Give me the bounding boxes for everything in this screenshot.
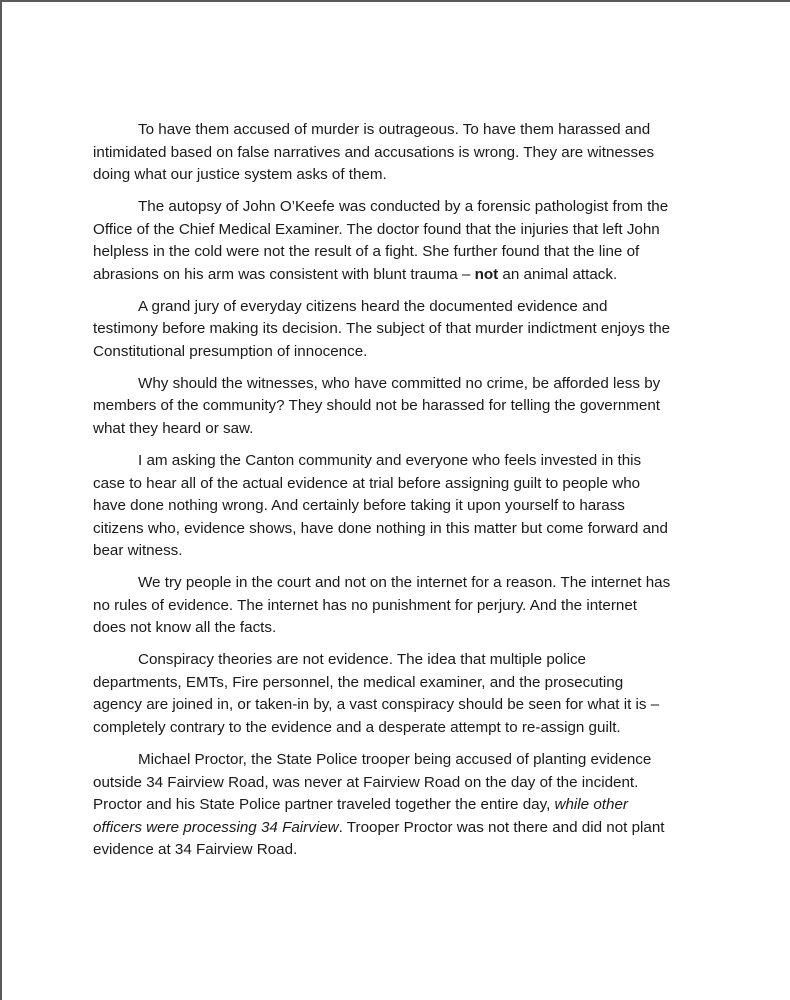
paragraph-text: We try people in the court and not on the internet for a reason. The internet has no rules of evidence. The internet has no punishment for perjury. And the internet does not know all the facts. — [93, 574, 671, 637]
paragraph-internet — [93, 572, 673, 640]
paragraph-text-end: . Trooper Proctor was not there and did not plant evidence at 34 Fairview Road. — [93, 818, 665, 859]
paragraph-text-end: an animal attack. — [498, 265, 618, 283]
paragraph-text: I am asking the Canton community and everyone who feels invested in this case to hear all of the actual evidence at trial before assigning guilt to people who have done nothing wrong. And certainly before taking it upon yourself to harass citizens who, evidence shows, have done nothing in this matter but come forward and bear witness. — [93, 451, 668, 560]
paragraph-canton-community — [93, 450, 673, 563]
paragraph-proctor — [93, 749, 673, 862]
paragraph-text: Why should the witnesses, who have committed no crime, be afforded less by members of the community? They should not be harassed for telling the government what they heard or saw. — [93, 374, 661, 438]
emphasis-not: not — [474, 265, 499, 283]
paragraph-grand-jury — [93, 296, 673, 364]
paragraph-witnesses — [93, 373, 673, 441]
paragraph-text: The autopsy of John O’Keefe was conducted by a forensic pathologist from the Office of the Chief Medical Examiner. The doctor found that the injuries that left John helpless in the cold were not the result of a fight. She further found that the line of abrasions on his arm was consistent with blunt trauma – — [93, 198, 669, 283]
paragraph-conspiracy — [93, 649, 673, 739]
paragraph-text: Conspiracy theories are not evidence. The idea that multiple police departments, EMTs, Fire personnel, the medical examiner, and the prosecuting agency are joined in, or taken-in by, a vast conspiracy should be seen for what it is – completely contrary to the evidence and a desperate attempt to re-assign guilt. — [93, 651, 660, 737]
emphasis-processing: while other officers were processing 34 Fairview — [93, 796, 628, 836]
paragraph-autopsy — [93, 196, 673, 286]
paragraph-text: A grand jury of everyday citizens heard the documented evidence and testimony before making its decision. The subject of that murder indictment enjoys the Constitutional presumption of innocence. — [93, 297, 671, 360]
paragraph-text: To have them accused of murder is outrageous. To have them harassed and intimidated based on false narratives and accusations is wrong. They are witnesses doing what our justice system asks of them. — [93, 121, 655, 184]
paragraph-accused-outrageous — [93, 119, 673, 187]
paragraph-text: Michael Proctor, the State Police trooper being accused of planting evidence outside 34 Fairview Road, was never at Fairview Road on the day of the incident. Proctor and his State Police partner traveled together the entire day, — [93, 750, 652, 814]
document-body — [93, 119, 673, 871]
